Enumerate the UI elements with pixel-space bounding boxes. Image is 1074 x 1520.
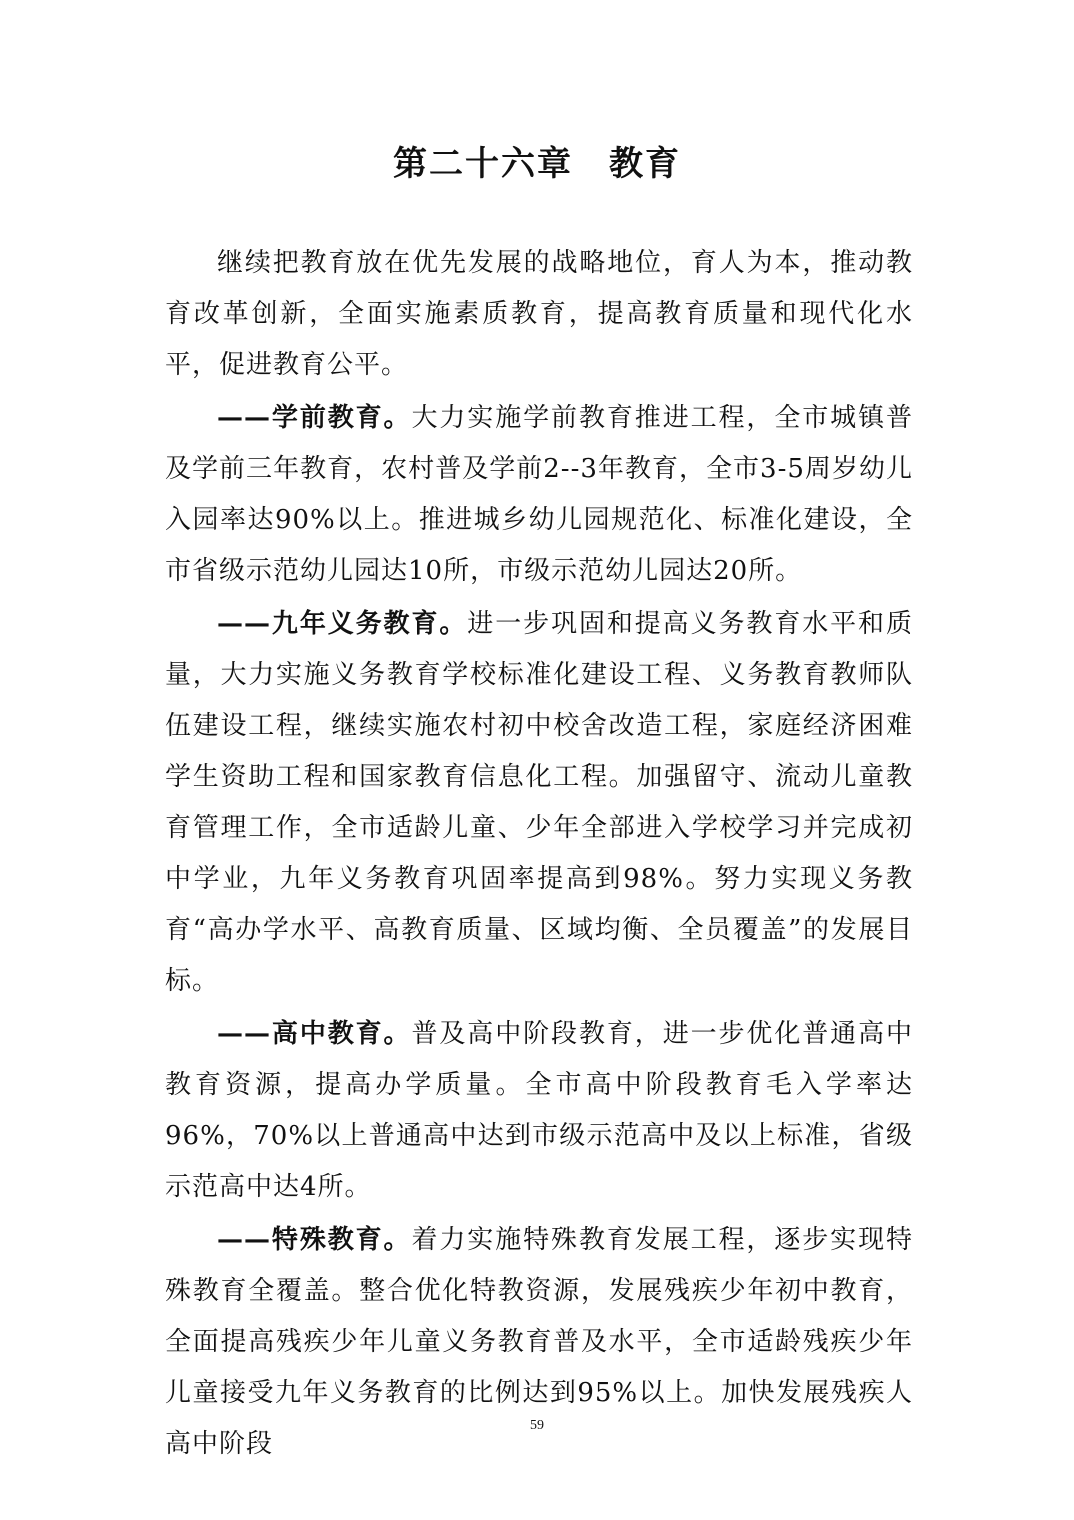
paragraph-compulsory-education: [165, 599, 913, 1007]
paragraph-text: 着力实施特殊教育发展工程，逐步实现特殊教育全覆盖。整合优化特教资源，发展残疾少年初中教育，全面提高残疾少年儿童义务教育普及水平，全市适龄残疾少年儿童接受九年义务教育的比例达到95%以上。加快发展残疾人高中阶段: [165, 1225, 913, 1459]
paragraph-preschool-education: [165, 393, 913, 597]
page-number: 59: [530, 1418, 544, 1433]
body-text: [165, 238, 913, 1470]
paragraph-heading: ——特殊教育。: [217, 1225, 412, 1255]
chapter-title: 第二十六章 教育: [393, 144, 681, 184]
paragraph-text: 普及高中阶段教育，进一步优化普通高中教育资源，提高办学质量。全市高中阶段教育毛入学率达96%，70%以上普通高中达到市级示范高中及以上标准，省级示范高中达4所。: [165, 1019, 913, 1202]
paragraph-heading: ——学前教育。: [217, 403, 412, 433]
paragraph-text: 大力实施学前教育推进工程，全市城镇普及学前三年教育，农村普及学前2--3年教育，全市3-5周岁幼儿入园率达90%以上。推进城乡幼儿园规范化、标准化建设，全市省级示范幼儿园达10所，市级示范幼儿园达20所。: [165, 403, 913, 586]
paragraph-high-school-education: [165, 1009, 913, 1213]
paragraph-heading: ——九年义务教育。: [217, 609, 468, 639]
paragraph-heading: ——高中教育。: [217, 1019, 412, 1049]
paragraph-text: 继续把教育放在优先发展的战略地位，育人为本，推动教育改革创新，全面实施素质教育，提高教育质量和现代化水平，促进教育公平。: [165, 248, 913, 380]
paragraph-intro: [165, 238, 913, 391]
paragraph-text: 进一步巩固和提高义务教育水平和质量，大力实施义务教育学校标准化建设工程、义务教育教师队伍建设工程，继续实施农村初中校舍改造工程，家庭经济困难学生资助工程和国家教育信息化工程。加强留守、流动儿童教育管理工作，全市适龄儿童、少年全部进入学校学习并完成初中学业，九年义务教育巩固率提高到98%。努力实现义务教育“高办学水平、高教育质量、区域均衡、全员覆盖”的发展目标。: [165, 609, 913, 996]
